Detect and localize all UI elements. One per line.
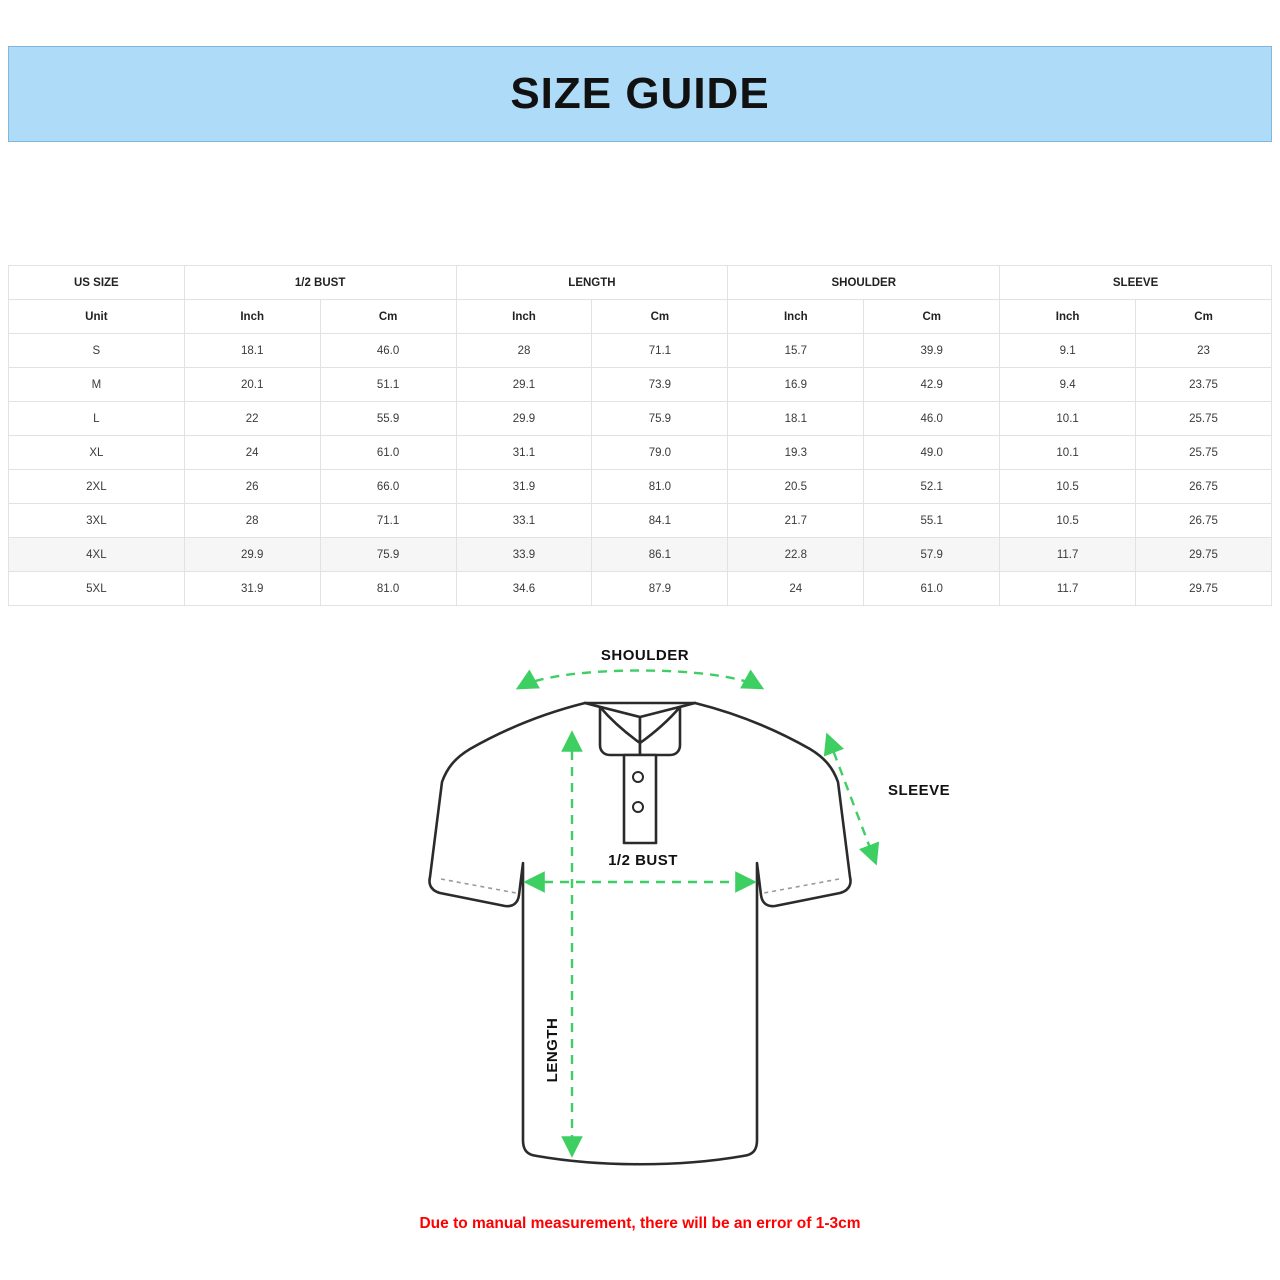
cell-size: S	[9, 334, 185, 368]
unit-length-inch: Inch	[456, 300, 592, 334]
cell-length-cm: 84.1	[592, 504, 728, 538]
size-table	[8, 265, 1272, 606]
size-guide-banner	[8, 46, 1272, 142]
cell-size: 3XL	[9, 504, 185, 538]
table-group-header-row	[9, 266, 1272, 300]
cell-bust-inch: 18.1	[184, 334, 320, 368]
table-row	[9, 504, 1272, 538]
cell-bust-cm: 46.0	[320, 334, 456, 368]
cell-size: M	[9, 368, 185, 402]
cell-size: 5XL	[9, 572, 185, 606]
cell-shoulder-inch: 18.1	[728, 402, 864, 436]
cell-length-cm: 79.0	[592, 436, 728, 470]
table-row	[9, 402, 1272, 436]
cell-bust-inch: 28	[184, 504, 320, 538]
unit-bust-cm: Cm	[320, 300, 456, 334]
cell-sleeve-inch: 9.4	[1000, 368, 1136, 402]
label-shoulder: SHOULDER	[600, 647, 690, 664]
unit-bust-inch: Inch	[184, 300, 320, 334]
cell-shoulder-cm: 57.9	[864, 538, 1000, 572]
cell-length-inch: 33.9	[456, 538, 592, 572]
cell-sleeve-inch: 10.5	[1000, 470, 1136, 504]
cell-length-inch: 31.1	[456, 436, 592, 470]
cell-size: 4XL	[9, 538, 185, 572]
cell-length-inch: 34.6	[456, 572, 592, 606]
cell-sleeve-inch: 11.7	[1000, 538, 1136, 572]
cell-shoulder-inch: 19.3	[728, 436, 864, 470]
cell-bust-inch: 20.1	[184, 368, 320, 402]
label-half-bust: 1/2 BUST	[608, 852, 678, 869]
cell-shoulder-inch: 21.7	[728, 504, 864, 538]
cell-bust-inch: 31.9	[184, 572, 320, 606]
table-row	[9, 436, 1272, 470]
cell-sleeve-cm: 29.75	[1136, 572, 1272, 606]
cell-sleeve-cm: 23	[1136, 334, 1272, 368]
cell-shoulder-inch: 15.7	[728, 334, 864, 368]
cell-length-cm: 75.9	[592, 402, 728, 436]
cell-length-cm: 73.9	[592, 368, 728, 402]
cell-bust-cm: 51.1	[320, 368, 456, 402]
page-title: SIZE GUIDE	[510, 69, 770, 118]
table-row	[9, 572, 1272, 606]
cell-length-cm: 87.9	[592, 572, 728, 606]
cell-bust-cm: 66.0	[320, 470, 456, 504]
cell-length-cm: 81.0	[592, 470, 728, 504]
cell-length-cm: 71.1	[592, 334, 728, 368]
cell-shoulder-cm: 42.9	[864, 368, 1000, 402]
cell-shoulder-cm: 55.1	[864, 504, 1000, 538]
cell-bust-cm: 81.0	[320, 572, 456, 606]
cell-length-inch: 31.9	[456, 470, 592, 504]
cell-size: XL	[9, 436, 185, 470]
cell-sleeve-inch: 10.5	[1000, 504, 1136, 538]
col-header-us-size: US SIZE	[9, 266, 185, 300]
cell-shoulder-inch: 24	[728, 572, 864, 606]
cell-length-inch: 33.1	[456, 504, 592, 538]
cell-shoulder-inch: 22.8	[728, 538, 864, 572]
cell-bust-inch: 24	[184, 436, 320, 470]
polo-shirt-measurement-diagram	[0, 625, 1280, 1205]
cell-sleeve-cm: 29.75	[1136, 538, 1272, 572]
cell-length-inch: 29.1	[456, 368, 592, 402]
cell-shoulder-cm: 61.0	[864, 572, 1000, 606]
col-header-length: LENGTH	[456, 266, 728, 300]
cell-shoulder-cm: 52.1	[864, 470, 1000, 504]
unit-length-cm: Cm	[592, 300, 728, 334]
size-table-wrapper	[8, 265, 1272, 606]
col-header-half-bust: 1/2 BUST	[184, 266, 456, 300]
cell-sleeve-cm: 26.75	[1136, 504, 1272, 538]
cell-shoulder-cm: 39.9	[864, 334, 1000, 368]
cell-length-cm: 86.1	[592, 538, 728, 572]
col-header-shoulder: SHOULDER	[728, 266, 1000, 300]
cell-shoulder-cm: 49.0	[864, 436, 1000, 470]
cell-size: 2XL	[9, 470, 185, 504]
unit-shoulder-cm: Cm	[864, 300, 1000, 334]
cell-bust-cm: 75.9	[320, 538, 456, 572]
cell-bust-cm: 55.9	[320, 402, 456, 436]
cell-sleeve-inch: 10.1	[1000, 436, 1136, 470]
unit-shoulder-inch: Inch	[728, 300, 864, 334]
cell-sleeve-cm: 23.75	[1136, 368, 1272, 402]
cell-length-inch: 28	[456, 334, 592, 368]
cell-sleeve-cm: 26.75	[1136, 470, 1272, 504]
cell-shoulder-cm: 46.0	[864, 402, 1000, 436]
cell-bust-cm: 61.0	[320, 436, 456, 470]
table-row	[9, 470, 1272, 504]
unit-sleeve-inch: Inch	[1000, 300, 1136, 334]
cell-sleeve-inch: 10.1	[1000, 402, 1136, 436]
table-row	[9, 334, 1272, 368]
label-length: LENGTH	[544, 1017, 561, 1083]
cell-bust-inch: 22	[184, 402, 320, 436]
unit-label: Unit	[9, 300, 185, 334]
cell-sleeve-inch: 9.1	[1000, 334, 1136, 368]
measurement-disclaimer: Due to manual measurement, there will be an error of 1-3cm	[419, 1215, 861, 1232]
cell-sleeve-cm: 25.75	[1136, 436, 1272, 470]
table-unit-row	[9, 300, 1272, 334]
cell-bust-inch: 26	[184, 470, 320, 504]
cell-length-inch: 29.9	[456, 402, 592, 436]
cell-bust-cm: 71.1	[320, 504, 456, 538]
table-row	[9, 538, 1272, 572]
label-sleeve: SLEEVE	[888, 782, 951, 799]
col-header-sleeve: SLEEVE	[1000, 266, 1272, 300]
cell-sleeve-cm: 25.75	[1136, 402, 1272, 436]
cell-sleeve-inch: 11.7	[1000, 572, 1136, 606]
cell-bust-inch: 29.9	[184, 538, 320, 572]
cell-size: L	[9, 402, 185, 436]
cell-shoulder-inch: 16.9	[728, 368, 864, 402]
table-row	[9, 368, 1272, 402]
cell-shoulder-inch: 20.5	[728, 470, 864, 504]
unit-sleeve-cm: Cm	[1136, 300, 1272, 334]
